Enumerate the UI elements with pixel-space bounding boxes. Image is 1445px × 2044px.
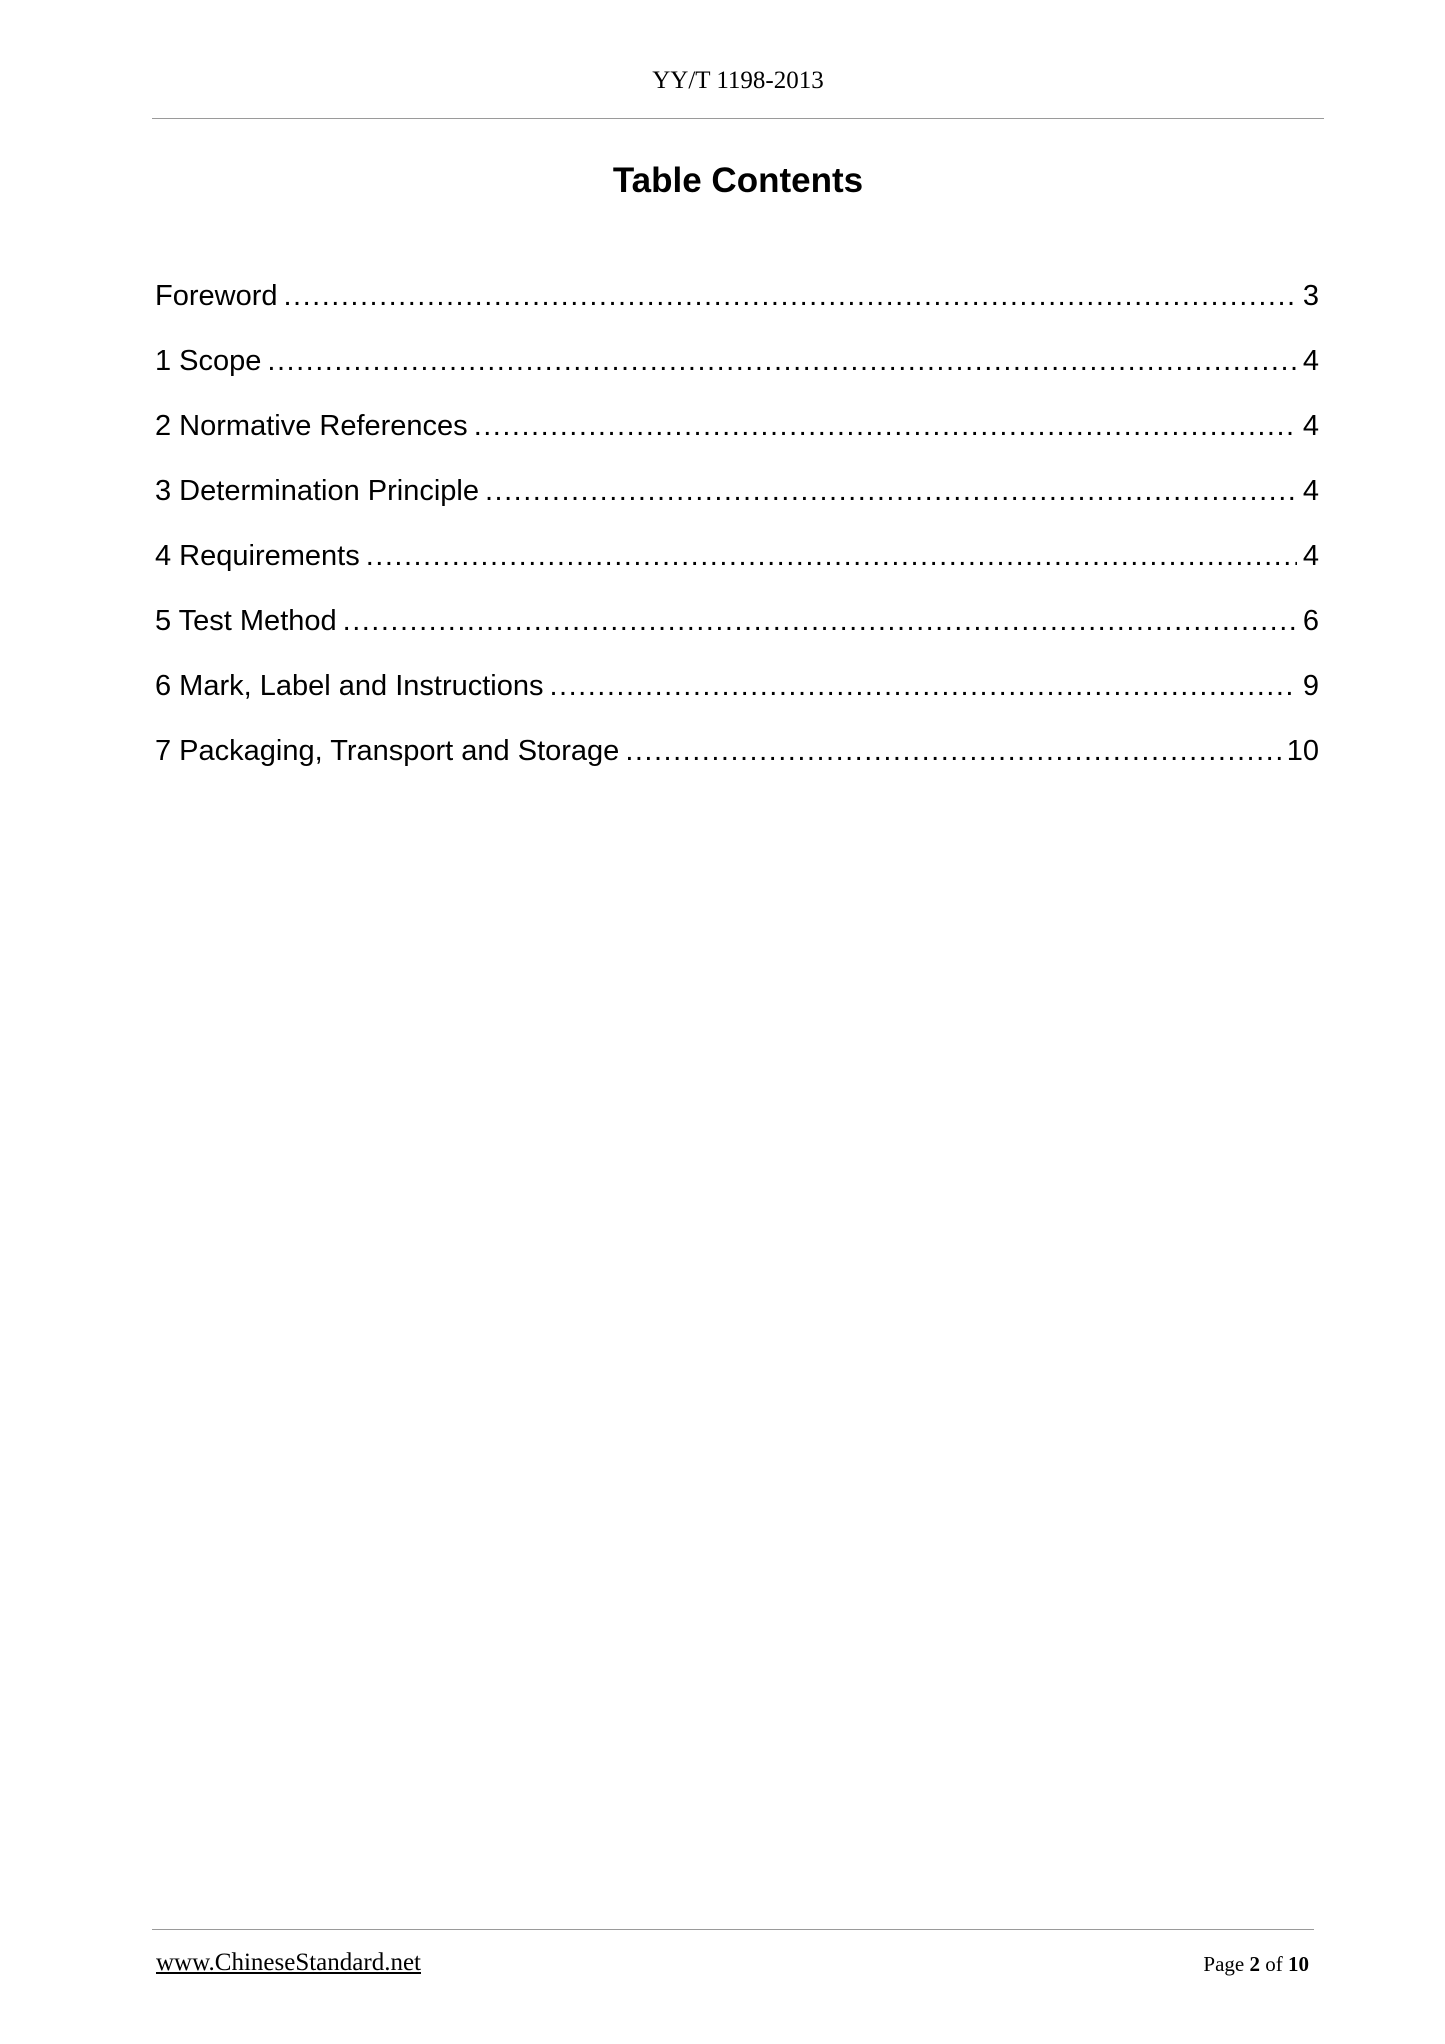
toc-entry-page: 6 [1302,605,1319,637]
page-title: Table Contents [612,161,864,200]
page-separator: of [1265,1952,1283,1976]
toc-entry-label: 5 Test Method [155,605,337,637]
toc-entry-page: 3 [1302,280,1319,312]
toc-dot-leader [267,341,1296,381]
toc-entry-page: 4 [1302,540,1319,572]
toc-entry-mark-label-instructions[interactable] [155,666,1319,731]
toc-entry-test-method[interactable] [155,601,1319,666]
document-id-header: YY/T 1198-2013 [652,67,824,94]
toc-entry-label: 3 Determination Principle [155,475,479,507]
toc-entry-label: 6 Mark, Label and Instructions [155,670,544,702]
toc-entry-label: 4 Requirements [155,540,360,572]
page-number [1203,1950,1309,1978]
toc-dot-leader [284,276,1297,316]
toc-dot-leader [485,471,1297,511]
toc-entry-determination-principle[interactable] [155,471,1319,536]
header-divider [152,118,1324,119]
toc-entry-foreword[interactable] [155,276,1319,341]
toc-dot-leader [366,536,1297,576]
toc-entry-label: 1 Scope [155,345,262,377]
website-link[interactable]: www.ChineseStandard.net [156,1949,421,1976]
page-prefix: Page [1203,1952,1245,1976]
toc-dot-leader [625,731,1280,771]
toc-entry-page: 10 [1286,735,1319,767]
toc-entry-page: 4 [1302,345,1319,377]
toc-entry-scope[interactable] [155,341,1319,406]
toc-entry-page: 4 [1302,475,1319,507]
toc-entry-requirements[interactable] [155,536,1319,601]
toc-entry-label: Foreword [155,280,278,312]
toc-dot-leader [549,666,1296,706]
page-current: 2 [1249,1952,1260,1976]
toc-entry-label: 2 Normative References [155,410,468,442]
toc-dot-leader [474,406,1297,446]
table-of-contents [155,276,1319,796]
page-total: 10 [1288,1952,1309,1976]
toc-entry-page: 9 [1302,670,1319,702]
footer-divider [152,1929,1314,1930]
toc-entry-packaging-transport-storage[interactable] [155,731,1319,796]
toc-entry-page: 4 [1302,410,1319,442]
toc-dot-leader [343,601,1297,641]
toc-entry-normative-references[interactable] [155,406,1319,471]
toc-entry-label: 7 Packaging, Transport and Storage [155,735,620,767]
